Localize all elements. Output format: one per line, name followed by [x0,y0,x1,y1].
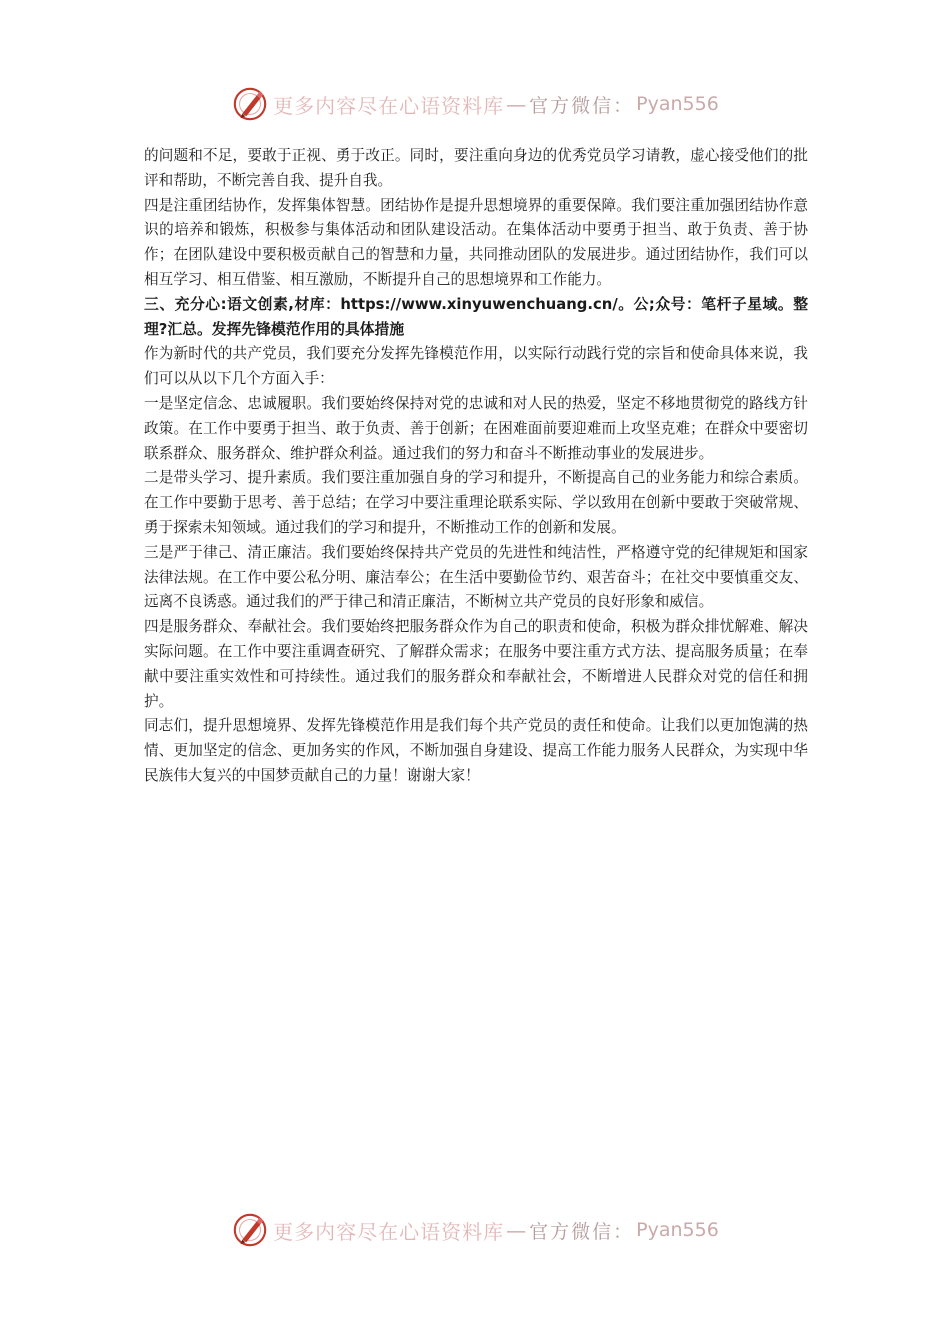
paragraph: 同志们，提升思想境界、发挥先锋模范作用是我们每个共产党员的责任和使命。让我们以更加饱满的热情、更加坚定的信念、更加务实的作风，不断加强自身建设、提高工作能力服务人民群众，为实现中华民族伟大复兴的中国梦贡献自己的力量！谢谢大家！ [144,717,808,784]
section-heading: 三、充分心:语文创素,材库：https://www.xinyuwenchuang.cn/。公;众号：笔杆子星域。整理?汇总。发挥先锋模范作用的具体措施 [144,295,808,338]
banner-wechat-label: 官方微信： [529,1220,635,1243]
document-body [144,144,808,789]
paragraph: 的问题和不足，要敢于正视、勇于改正。同时，要注重向身边的优秀党员学习请教，虚心接受他们的批评和帮助，不断完善自我、提升自我。 [144,147,808,189]
paragraph: 四是注重团结协作，发挥集体智慧。团结协作是提升思想境界的重要保障。我们要注重加强团结协作意识的培养和锻炼，积极参与集体活动和团队建设活动。在集体活动中要勇于担当、敢于负责、善于协作；在团队建设中要积极贡献自己的智慧和力量，共同推动团队的发展进步。通过团结协作，我们可以相互学习、相互借鉴、相互激励，不断提升自己的思想境界和工作能力。 [144,196,808,288]
banner-separator: — [506,1218,528,1242]
banner-wechat-label: 官方微信： [529,94,635,117]
banner-wechat-id: Pyan556 [636,93,719,115]
paragraph: 一是坚定信念、忠诚履职。我们要始终保持对党的忠诚和对人民的热爱，坚定不移地贯彻党的路线方针政策。在工作中要勇于担当、敢于负责、善于创新；在困难面前要迎难而上攻坚克难；在群众中要密切联系群众、服务群众、维护群众利益。通过我们的努力和奋斗不断推动事业的发展进步。 [144,394,808,462]
paragraph: 作为新时代的共产党员，我们要充分发挥先锋模范作用，以实际行动践行党的宗旨和使命具体来说，我们可以从以下几个方面入手： [144,345,808,388]
paragraph: 二是带头学习、提升素质。我们要注重加强自身的学习和提升，不断提高自己的业务能力和综合素质。在工作中要勤于思考、善于总结；在学习中要注重理论联系实际、学以致用在创新中要敢于突破常规、勇于探索未知领域。通过我们的学习和提升，不断推动工作的创新和发展。 [144,469,808,536]
banner-text: 更多内容尽在心语资料库 [273,93,505,118]
footer-banner [0,1208,950,1252]
paragraph: 四是服务群众、奉献社会。我们要始终把服务群众作为自己的职责和使命，积极为群众排忧解难、解决实际问题。在工作中要注重调查研究、了解群众需求；在服务中要注重方式方法、提高服务质量；在奉献中要注重实效性和可持续性。通过我们的服务群众和奉献社会，不断增进人民群众对党的信任和拥护。 [144,618,808,710]
banner-separator: — [506,92,528,116]
banner-wechat-id: Pyan556 [636,1219,719,1241]
pen-logo-icon [231,85,269,123]
header-banner [0,82,950,126]
pen-logo-icon [231,1211,269,1249]
banner-text: 更多内容尽在心语资料库 [273,1219,505,1244]
paragraph: 三是严于律己、清正廉洁。我们要始终保持共产党员的先进性和纯洁性，严格遵守党的纪律规矩和国家法律法规。在工作中要公私分明、廉洁奉公；在生活中要勤俭节约、艰苦奋斗；在社交中要慎重交友、远离不良诱惑。通过我们的严于律己和清正廉洁，不断树立共产党员的良好形象和威信。 [144,543,808,611]
